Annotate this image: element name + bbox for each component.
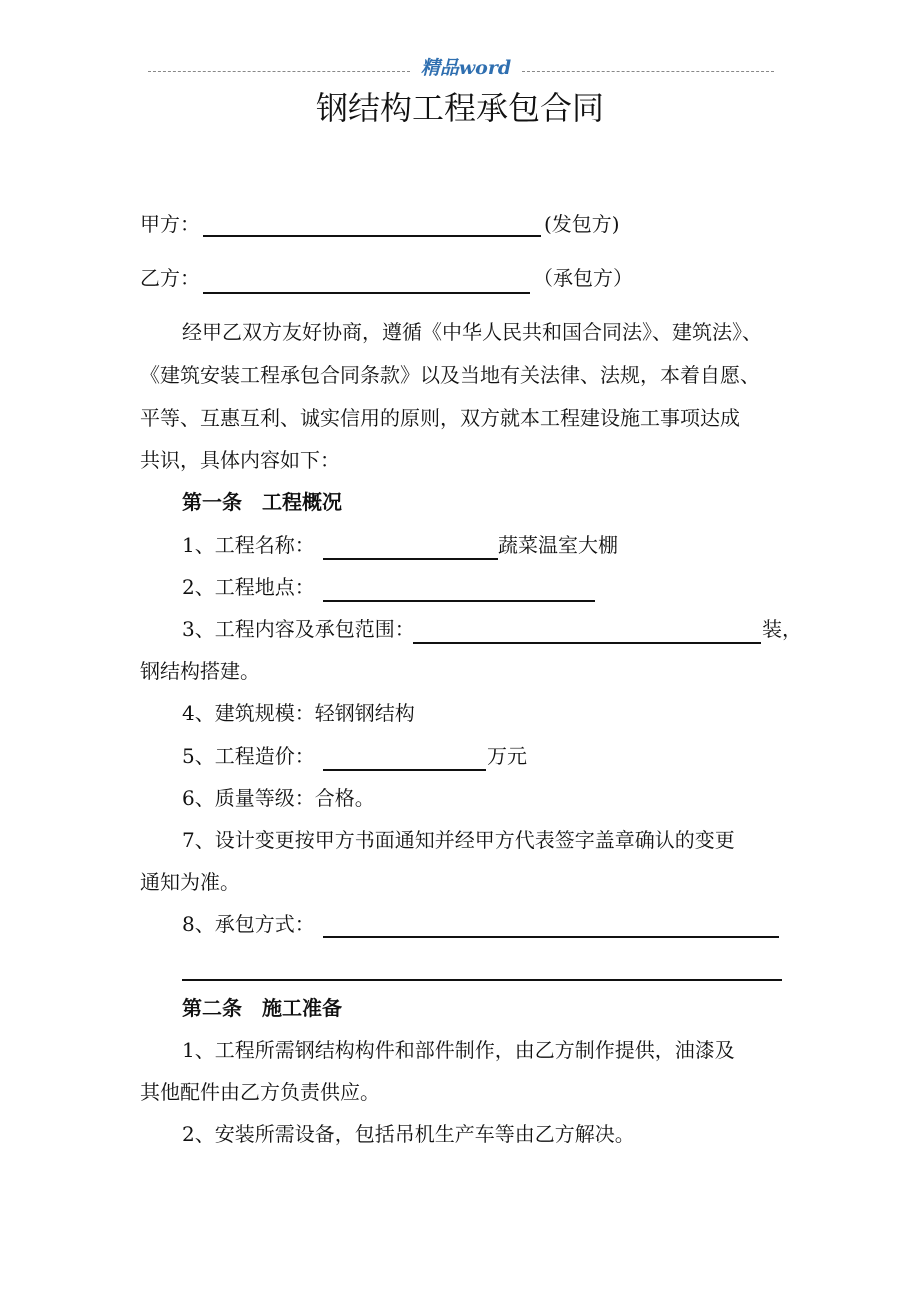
item-2-label: 2、工程地点： [182,575,315,599]
party-a-label: 甲方： [140,212,200,236]
item-5-blank[interactable] [323,769,486,771]
item-7-line-1: 7、设计变更按甲方书面通知并经甲方代表签字盖章确认的变更 [182,828,735,852]
article-2-item-2: 2、安装所需设备，包括吊机生产车等由乙方解决。 [182,1122,635,1146]
header-rule-right [522,71,774,72]
intro-line-3: 平等、互惠互利、诚实信用的原则，双方就本工程建设施工事项达成 [140,406,740,430]
item-1-blank[interactable] [323,558,498,560]
party-a-blank[interactable] [203,235,541,237]
item-3-continuation: 钢结构搭建。 [140,659,260,683]
party-a-role: (发包方) [544,212,620,236]
party-b-label: 乙方： [140,266,200,290]
article-2-item-1-line-1: 1、工程所需钢结构构件和部件制作，由乙方制作提供，油漆及 [182,1038,735,1062]
item-8-blank[interactable] [323,936,779,938]
article-2-item-1-line-2: 其他配件由乙方负责供应。 [140,1080,380,1104]
item-8-blank-line-2[interactable] [182,979,782,981]
item-2-blank[interactable] [323,600,595,602]
intro-line-2: 《建筑安装工程承包合同条款》以及当地有关法律、法规，本着自愿、 [140,363,760,387]
item-3-tail: 装， [762,617,802,641]
item-5-label: 5、工程造价： [182,744,315,768]
item-3-label: 3、工程内容及承包范围： [182,617,415,641]
item-1-label: 1、工程名称： [182,533,315,557]
header-rule-left [148,71,410,72]
party-b-blank[interactable] [203,292,530,294]
item-4: 4、建筑规模：轻钢钢结构 [182,701,415,725]
watermark-text: 精品word [420,57,512,79]
intro-line-4: 共识，具体内容如下： [140,448,340,472]
item-5-unit: 万元 [487,744,527,768]
item-6: 6、质量等级：合格。 [182,786,375,810]
item-8-label: 8、承包方式： [182,912,315,936]
document-title: 钢结构工程承包合同 [315,89,604,127]
item-7-line-2: 通知为准。 [140,870,240,894]
intro-line-1: 经甲乙双方友好协商，遵循《中华人民共和国合同法》、建筑法》、 [182,320,762,344]
article-1-heading: 第一条 工程概况 [182,490,342,514]
item-3-blank[interactable] [413,642,761,644]
article-2-heading: 第二条 施工准备 [182,996,342,1020]
party-b-role: （承包方） [533,266,633,290]
item-1-value: 蔬菜温室大棚 [498,533,618,557]
